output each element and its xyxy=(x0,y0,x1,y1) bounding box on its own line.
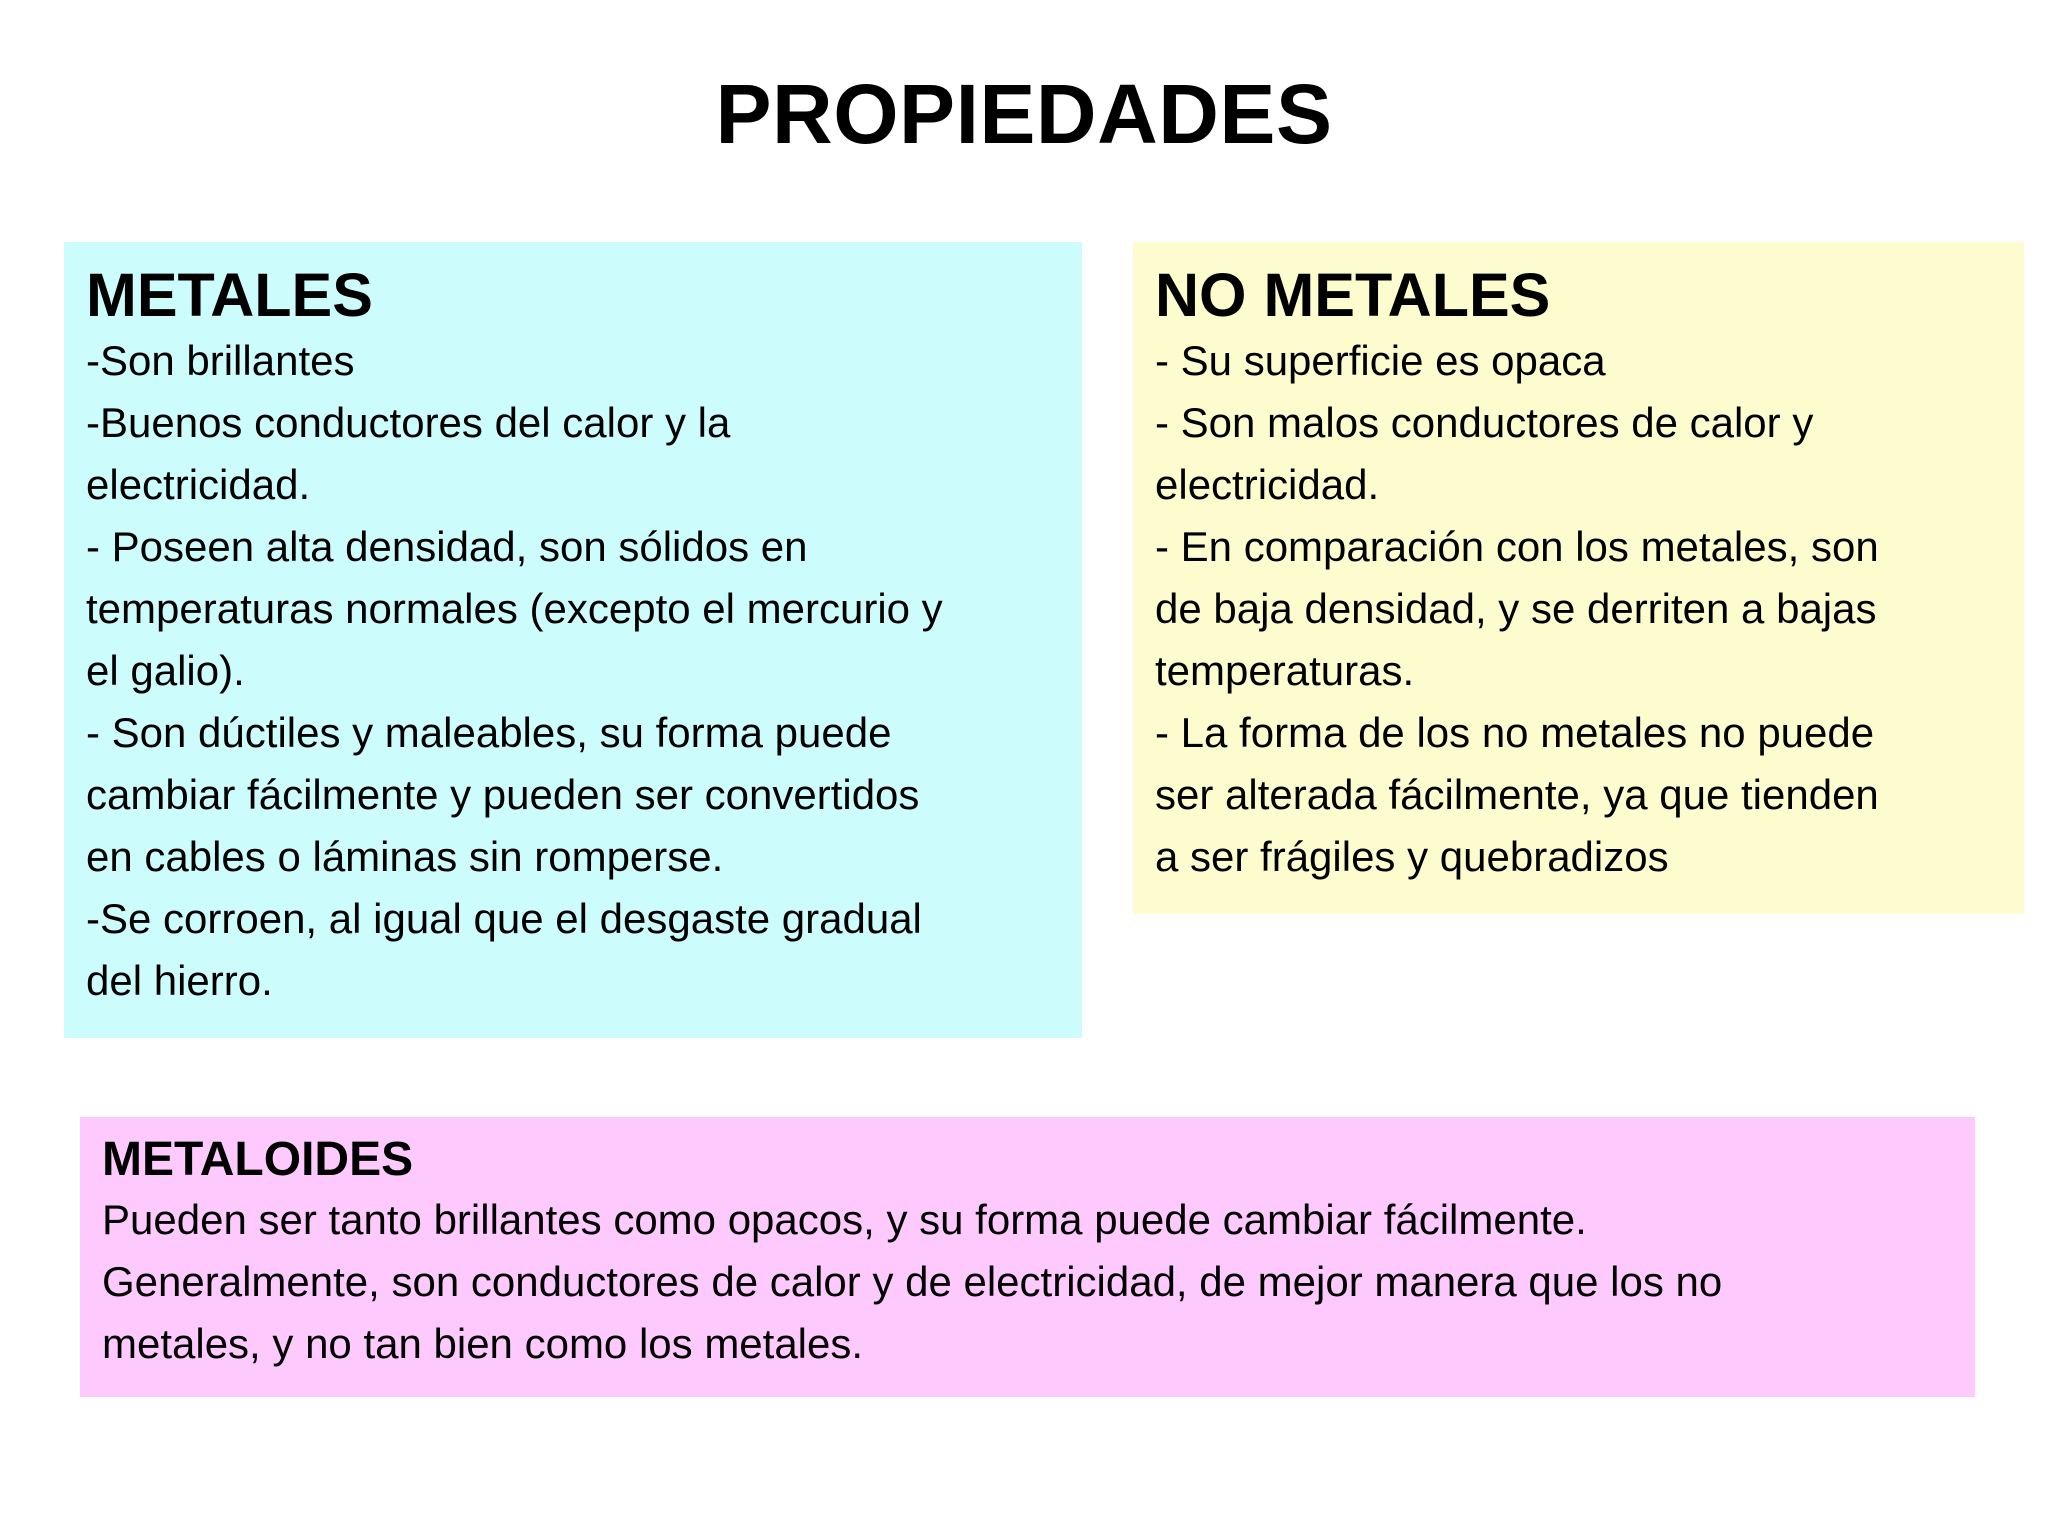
no-metales-line: temperaturas. xyxy=(1155,647,1415,694)
no-metales-line: electricidad. xyxy=(1155,461,1380,508)
no-metales-line: a ser frágiles y quebradizos xyxy=(1155,833,1669,880)
no-metales-line: ser alterada fácilmente, ya que tienden xyxy=(1155,771,1879,818)
metales-line: -Se corroen, al igual que el desgaste gradual xyxy=(86,895,922,942)
metaloides-line: metales, y no tan bien como los metales. xyxy=(102,1320,864,1367)
metales-line: temperaturas normales (excepto el mercurio y xyxy=(86,585,943,632)
no-metales-line: - En comparación con los metales, son xyxy=(1155,523,1879,570)
metales-line: -Son brillantes xyxy=(86,337,355,384)
metales-line: cambiar fácilmente y pueden ser convertidos xyxy=(86,771,920,818)
metaloides-box xyxy=(80,1117,1975,1397)
metales-line: - Son dúctiles y maleables, su forma puede xyxy=(86,709,892,756)
metales-line: el galio). xyxy=(86,647,245,694)
metaloides-line: Generalmente, son conductores de calor y de electricidad, de mejor manera que los no xyxy=(102,1258,1723,1305)
metaloides-line: Pueden ser tanto brillantes como opacos, y su forma puede cambiar fácilmente. xyxy=(102,1196,1587,1243)
no-metales-line: - La forma de los no metales no puede xyxy=(1155,709,1875,756)
no-metales-line: - Su superficie es opaca xyxy=(1155,337,1606,384)
no-metales-line: - Son malos conductores de calor y xyxy=(1155,399,1814,446)
metales-line: -Buenos conductores del calor y la xyxy=(86,399,731,446)
metales-properties-list xyxy=(86,330,1060,1012)
metales-line: del hierro. xyxy=(86,957,273,1004)
no-metales-properties-list xyxy=(1155,330,2002,888)
metales-heading: METALES xyxy=(86,261,373,329)
metales-box xyxy=(64,242,1082,1038)
no-metales-heading: NO METALES xyxy=(1155,261,1551,329)
no-metales-line: de baja densidad, y se derriten a bajas xyxy=(1155,585,1877,632)
metales-line: electricidad. xyxy=(86,461,311,508)
page-title: PROPIEDADES xyxy=(715,67,1333,161)
metaloides-heading: METALOIDES xyxy=(102,1133,414,1186)
no-metales-box xyxy=(1133,242,2024,914)
metaloides-description xyxy=(102,1189,1953,1375)
metales-line: - Poseen alta densidad, son sólidos en xyxy=(86,523,808,570)
metales-line: en cables o láminas sin romperse. xyxy=(86,833,724,880)
